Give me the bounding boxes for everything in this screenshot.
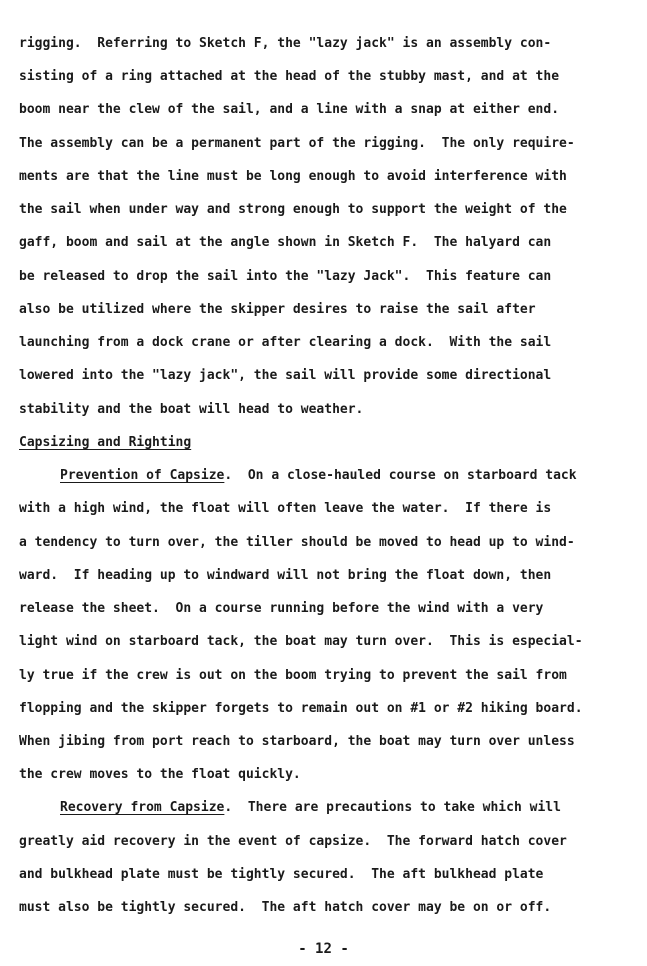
page-number: - 12 - — [298, 941, 349, 957]
paragraph-line: be released to drop the sail into the "lazy Jack". This feature can — [19, 269, 552, 284]
paragraph-line: gaff, boom and sail at the angle shown in Sketch F. The halyard can — [19, 235, 552, 250]
paragraph-line: The assembly can be a permanent part of the rigging. The only require- — [19, 136, 575, 151]
paragraph-line: stability and the boat will head to weather. — [19, 402, 364, 417]
paragraph-line: flopping and the skipper forgets to remain out on #1 or #2 hiking board. — [19, 701, 583, 716]
paragraph-line: boom near the clew of the sail, and a line with a snap at either end. — [19, 102, 560, 117]
prevention-subheading: Prevention of Capsize — [60, 468, 225, 483]
paragraph-line: and bulkhead plate must be tightly secured. The aft bulkhead plate — [19, 867, 544, 882]
paragraph-line: a tendency to turn over, the tiller should be moved to head up to wind- — [19, 535, 575, 550]
paragraph-line: When jibing from port reach to starboard, the boat may turn over unless — [19, 734, 575, 749]
section-heading: Capsizing and Righting — [19, 435, 192, 450]
paragraph-line: rigging. Referring to Sketch F, the "lazy jack" is an assembly con- — [19, 36, 552, 51]
paragraph-line: light wind on starboard tack, the boat may turn over. This is especial- — [19, 634, 583, 649]
paragraph-line: lowered into the "lazy jack", the sail will provide some directional — [19, 368, 552, 383]
paragraph-line: . On a close-hauled course on starboard tack — [224, 468, 577, 483]
paragraph-line: ward. If heading up to windward will not bring the float down, then — [19, 568, 552, 583]
paragraph-line: the crew moves to the float quickly. — [19, 767, 301, 782]
recovery-first-line — [60, 800, 561, 816]
prevention-first-line — [60, 468, 577, 484]
paragraph-line: . There are precautions to take which will — [224, 800, 561, 815]
paragraph-line: greatly aid recovery in the event of capsize. The forward hatch cover — [19, 834, 567, 849]
recovery-subheading: Recovery from Capsize — [60, 800, 225, 815]
paragraph-line: release the sheet. On a course running before the wind with a very — [19, 601, 544, 616]
paragraph-line: also be utilized where the skipper desires to raise the sail after — [19, 302, 536, 317]
paragraph-line: launching from a dock crane or after clearing a dock. With the sail — [19, 335, 552, 350]
paragraph-line: must also be tightly secured. The aft hatch cover may be on or off. — [19, 900, 552, 915]
paragraph-line: the sail when under way and strong enough to support the weight of the — [19, 202, 567, 217]
paragraph-line: ly true if the crew is out on the boom trying to prevent the sail from — [19, 668, 567, 683]
paragraph-line: ments are that the line must be long enough to avoid interference with — [19, 169, 567, 184]
paragraph-line: with a high wind, the float will often leave the water. If there is — [19, 501, 552, 516]
paragraph-line: sisting of a ring attached at the head of the stubby mast, and at the — [19, 69, 560, 84]
